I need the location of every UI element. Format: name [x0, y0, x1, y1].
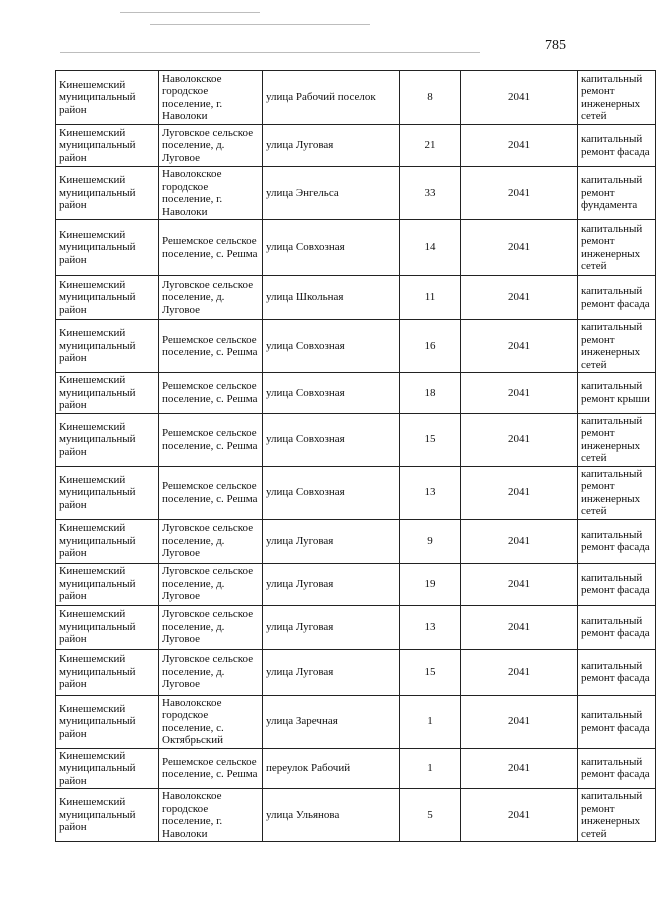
repair-type-cell: капитальный ремонт фундамента — [578, 167, 656, 220]
settlement-cell: Луговское сельское поселение, д. Луговое — [159, 125, 263, 167]
house-number-cell: 8 — [400, 71, 461, 125]
year-cell: 2041 — [461, 413, 578, 466]
district-cell: Кинешемский муниципальный район — [56, 373, 159, 414]
settlement-cell: Решемское сельское поселение, с. Решма — [159, 220, 263, 276]
settlement-cell: Решемское сельское поселение, с. Решма — [159, 748, 263, 789]
street-cell: улица Совхозная — [263, 220, 400, 276]
street-cell: улица Луговая — [263, 649, 400, 695]
year-cell: 2041 — [461, 789, 578, 842]
repair-type-cell: капитальный ремонт инженерных сетей — [578, 320, 656, 373]
settlement-cell: Наволокское городское поселение, г. Наволоки — [159, 167, 263, 220]
table-row — [56, 466, 656, 519]
year-cell: 2041 — [461, 563, 578, 605]
district-cell: Кинешемский муниципальный район — [56, 563, 159, 605]
district-cell: Кинешемский муниципальный район — [56, 276, 159, 320]
repair-type-cell: капитальный ремонт инженерных сетей — [578, 71, 656, 125]
repair-type-cell: капитальный ремонт фасада — [578, 605, 656, 649]
street-cell: улица Совхозная — [263, 373, 400, 414]
settlement-cell: Луговское сельское поселение, д. Луговое — [159, 649, 263, 695]
year-cell: 2041 — [461, 649, 578, 695]
table-row — [56, 695, 656, 748]
year-cell: 2041 — [461, 373, 578, 414]
street-cell: улица Совхозная — [263, 413, 400, 466]
repair-type-cell: капитальный ремонт инженерных сетей — [578, 220, 656, 276]
year-cell: 2041 — [461, 466, 578, 519]
house-number-cell: 19 — [400, 563, 461, 605]
table-row — [56, 413, 656, 466]
house-number-cell: 1 — [400, 748, 461, 789]
table-row — [56, 649, 656, 695]
settlement-cell: Наволокское городское поселение, г. Наволоки — [159, 789, 263, 842]
house-number-cell: 21 — [400, 125, 461, 167]
year-cell: 2041 — [461, 695, 578, 748]
house-number-cell: 15 — [400, 413, 461, 466]
year-cell: 2041 — [461, 276, 578, 320]
year-cell: 2041 — [461, 220, 578, 276]
house-number-cell: 5 — [400, 789, 461, 842]
settlement-cell: Луговское сельское поселение, д. Луговое — [159, 563, 263, 605]
scan-noise — [150, 24, 370, 25]
settlement-cell: Луговское сельское поселение, д. Луговое — [159, 519, 263, 563]
settlement-cell: Решемское сельское поселение, с. Решма — [159, 320, 263, 373]
table-row — [56, 320, 656, 373]
street-cell: улица Совхозная — [263, 320, 400, 373]
settlement-cell: Решемское сельское поселение, с. Решма — [159, 413, 263, 466]
repair-type-cell: капитальный ремонт фасада — [578, 649, 656, 695]
table-row — [56, 71, 656, 125]
year-cell: 2041 — [461, 748, 578, 789]
table-row — [56, 519, 656, 563]
street-cell: улица Луговая — [263, 563, 400, 605]
repair-type-cell: капитальный ремонт фасада — [578, 748, 656, 789]
district-cell: Кинешемский муниципальный район — [56, 320, 159, 373]
housing-repair-table — [55, 70, 656, 842]
district-cell: Кинешемский муниципальный район — [56, 466, 159, 519]
district-cell: Кинешемский муниципальный район — [56, 167, 159, 220]
table-row — [56, 789, 656, 842]
street-cell: улица Ульянова — [263, 789, 400, 842]
house-number-cell: 1 — [400, 695, 461, 748]
repair-type-cell: капитальный ремонт фасада — [578, 563, 656, 605]
house-number-cell: 16 — [400, 320, 461, 373]
street-cell: улица Заречная — [263, 695, 400, 748]
house-number-cell: 33 — [400, 167, 461, 220]
year-cell: 2041 — [461, 125, 578, 167]
settlement-cell: Решемское сельское поселение, с. Решма — [159, 466, 263, 519]
repair-type-cell: капитальный ремонт инженерных сетей — [578, 466, 656, 519]
district-cell: Кинешемский муниципальный район — [56, 605, 159, 649]
table-row — [56, 125, 656, 167]
district-cell: Кинешемский муниципальный район — [56, 748, 159, 789]
settlement-cell: Луговское сельское поселение, д. Луговое — [159, 605, 263, 649]
street-cell: улица Рабочий поселок — [263, 71, 400, 125]
street-cell: переулок Рабочий — [263, 748, 400, 789]
house-number-cell: 9 — [400, 519, 461, 563]
repair-type-cell: капитальный ремонт фасада — [578, 125, 656, 167]
district-cell: Кинешемский муниципальный район — [56, 125, 159, 167]
page-number: 785 — [545, 38, 566, 53]
district-cell: Кинешемский муниципальный район — [56, 519, 159, 563]
street-cell: улица Энгельса — [263, 167, 400, 220]
repair-type-cell: капитальный ремонт крыши — [578, 373, 656, 414]
district-cell: Кинешемский муниципальный район — [56, 695, 159, 748]
district-cell: Кинешемский муниципальный район — [56, 789, 159, 842]
district-cell: Кинешемский муниципальный район — [56, 71, 159, 125]
house-number-cell: 13 — [400, 466, 461, 519]
year-cell: 2041 — [461, 71, 578, 125]
house-number-cell: 11 — [400, 276, 461, 320]
year-cell: 2041 — [461, 605, 578, 649]
table-row — [56, 373, 656, 414]
street-cell: улица Луговая — [263, 125, 400, 167]
settlement-cell: Луговское сельское поселение, д. Луговое — [159, 276, 263, 320]
table-row — [56, 276, 656, 320]
house-number-cell: 18 — [400, 373, 461, 414]
settlement-cell: Наволокское городское поселение, с. Октябрьский — [159, 695, 263, 748]
street-cell: улица Луговая — [263, 605, 400, 649]
street-cell: улица Луговая — [263, 519, 400, 563]
street-cell: улица Школьная — [263, 276, 400, 320]
district-cell: Кинешемский муниципальный район — [56, 649, 159, 695]
scan-noise — [120, 12, 260, 13]
year-cell: 2041 — [461, 519, 578, 563]
house-number-cell: 15 — [400, 649, 461, 695]
table-row — [56, 563, 656, 605]
house-number-cell: 13 — [400, 605, 461, 649]
repair-type-cell: капитальный ремонт фасада — [578, 695, 656, 748]
street-cell: улица Совхозная — [263, 466, 400, 519]
table-row — [56, 605, 656, 649]
table-row — [56, 748, 656, 789]
house-number-cell: 14 — [400, 220, 461, 276]
settlement-cell: Наволокское городское поселение, г. Наволоки — [159, 71, 263, 125]
repair-type-cell: капитальный ремонт фасада — [578, 276, 656, 320]
scan-noise — [60, 52, 480, 53]
repair-type-cell: капитальный ремонт фасада — [578, 519, 656, 563]
settlement-cell: Решемское сельское поселение, с. Решма — [159, 373, 263, 414]
repair-type-cell: капитальный ремонт инженерных сетей — [578, 789, 656, 842]
year-cell: 2041 — [461, 167, 578, 220]
table-row — [56, 220, 656, 276]
repair-type-cell: капитальный ремонт инженерных сетей — [578, 413, 656, 466]
table-row — [56, 167, 656, 220]
district-cell: Кинешемский муниципальный район — [56, 413, 159, 466]
year-cell: 2041 — [461, 320, 578, 373]
district-cell: Кинешемский муниципальный район — [56, 220, 159, 276]
